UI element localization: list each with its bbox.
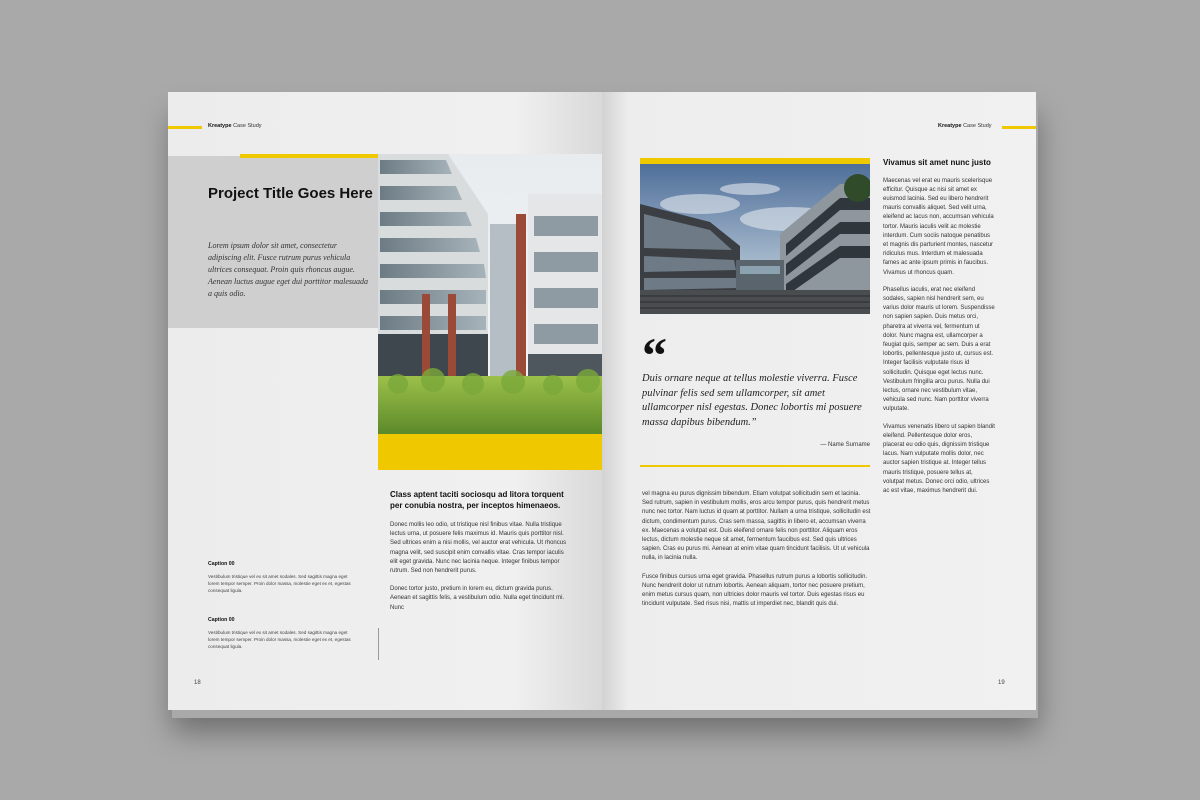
sidebar-paragraph-2: Phasellus iaculis, erat nec eleifend sodales, sapien nisl hendrerit sem, eu varius dolor mauris ut lorem. Suspendisse non sapien sapien. Duis metus orci, pharetra at viverra vel, fermentum ut dolor. Nunc magna est, ullamcorper a feugiat quis, semper ac sem. Duis a erat lobortis, pellentesque justo ut, cursus est. Integer facilisis vulputate risus id sollicitudin. Quisque eget lectus nunc. Vestibulum fringilla arcu purus. Nulla dui lectus, ornare nec vestibulum vitae, vehicula sed nunc. Nam porttitor viverra vulputate. <box>883 286 995 413</box>
quote-mark-icon: “ <box>642 327 667 383</box>
page-header-right <box>938 123 992 129</box>
caption-text-2: Vestibulum tristique vel ex sit amet sodales. Sed sagittis magna eget lorem tempor semper. Proin dolor massa, molestie eget ex et, egestas consequat ligula. <box>208 630 351 649</box>
building-photo-image <box>378 154 602 434</box>
photo-accent-block <box>378 434 602 470</box>
quote-author: — Name Surname <box>820 442 870 448</box>
left-subhead: Class aptent taciti sociosqu ad litora torquent per conubia nostra, per inceptos himenaeos. <box>390 490 564 510</box>
sidebar-subhead: Vivamus sit amet nunc justo <box>883 158 991 167</box>
page-title: Project Title Goes Here <box>208 185 373 202</box>
right-text-column <box>642 490 872 609</box>
right-body-paragraph-1: vel magna eu purus dignissim bibendum. Etiam volutpat sollicitudin sem et lacinia. Sed rutrum, sapien in vestibulum mollis, eros arcu tempor purus, quis hendrerit metus nunc nec tortor. Nam luctus id quam at porttitor. Nullam a urna tristique, sollicitudin est dictum, condimentum purus. Cras sem massa, sagittis in libero et, accumsan viverra ex. Maecenas a volutpat est. Duis eleifend ornare felis non porttitor. Aliquam eros lectus, dictum molestie neque sit amet, fermentum faucibus est. Sed quis ultrices sapien. Cras eu purus mi. Aenean at enim vitae quam tincidunt facilisis. Ut ut vehicula nulla, in lacinia nulla. <box>642 491 871 562</box>
intro-text: Lorem ipsum dolor sit amet, consectetur adipiscing elit. Fusce rutrum purus vehicula ultrices consequat. Proin quis rhoncus augue. Aenean luctus augue eget dui porttitor malesuada a quis odio. <box>208 241 368 298</box>
header-brand: Kreatype <box>208 123 232 129</box>
sidebar-paragraph-1: Maecenas vel erat eu mauris scelerisque efficitur. Quisque ac nisi sit amet ex euismod lacinia. Sed eu libero hendrerit mauris convallis aliquet. Sed velit urna, eleifend ac lacus non, accumsan vehicula tortor. Mauris iaculis velit ac molestie interdum. Cum sociis natoque penatibus et magnis dis parturient montes, nascetur ridiculus mus. Interdum et malesuada fames ac ante ipsum primis in faucibus. Vivamus ut rhoncus quam. <box>883 177 994 276</box>
page-number-right: 19 <box>998 680 1005 686</box>
caption-label-2: Caption 00 <box>208 617 235 623</box>
building-photo <box>378 154 602 434</box>
caption-label-1: Caption 00 <box>208 561 235 567</box>
right-page <box>602 92 1036 710</box>
header-label-right: Case Study <box>963 123 992 129</box>
sidebar-column <box>883 158 995 496</box>
column-rule <box>378 628 379 660</box>
left-body-paragraph-2: Donec tortor justo, pretium in lorem eu, dictum gravida purus. Aenean et sagittis felis, a vestibulum odio. Nulla eget tincidunt mi. Nunc <box>390 586 565 611</box>
page-number-left: 18 <box>194 680 201 686</box>
modern-building-photo <box>640 164 870 314</box>
header-accent-bar-right <box>1002 126 1036 129</box>
modern-building-photo-image <box>640 164 870 314</box>
title-accent-bar <box>240 154 378 158</box>
left-page <box>168 92 602 710</box>
quote-divider <box>640 465 870 467</box>
left-text-column <box>390 490 568 613</box>
header-label: Case Study <box>233 123 262 129</box>
sidebar-paragraph-3: Vivamus venenatis libero ut sapien blandit eleifend. Pellentesque dolor eros, placerat eu odio quis, dignissim tristique lacus. Nam vulputate mollis dolor, nec auctor sapien tristique at. Integer tellus mauris tristique, posuere tellus at, volutpat metus. Donec orci odio, ultrices ac est vitae, maximus hendrerit dui. <box>883 423 995 494</box>
caption-text-1: Vestibulum tristique vel ex sit amet sodales. Sed sagittis magna eget lorem tempor semper. Proin dolor massa, molestie eget ex et, egestas consequat ligula. <box>208 574 351 593</box>
header-brand-right: Kreatype <box>938 123 962 129</box>
left-body-paragraph-1: Donec mollis leo odio, ut tristique nisl finibus vitae. Nulla tristique lectus urna, ut posuere felis maximus id. Mauris quis porttitor nisl. Sed ultrices enim a nisi mollis, vel auctor erat vehicula. Ut rhoncus magna velit, sed suscipit enim convallis vitae. Cras tempor iaculis elit eget gravida. Nunc nec lacinia neque. Integer finibus tempor rutrum. Sed non hendrerit purus. <box>390 522 567 575</box>
pull-quote: Duis ornare neque at tellus molestie viverra. Fusce pulvinar felis sed sem ullamcorper, sit amet ullamcorper nisl egestas. Donec lobortis mi posuere massa dapibus bibendum.” <box>642 373 862 428</box>
page-header <box>208 123 262 129</box>
right-body-paragraph-2: Fusce finibus cursus urna eget gravida. Phasellus rutrum purus a lobortis sollicitudin. Nunc hendrerit dolor ut rutrum lobortis. Aenean aliquam, tortor nec posuere pretium, enim metus cursus quam, non ultricies dolor mauris vel tortor. Duis egestas risus eu tincidunt vulputate. Sed risus nisi, mattis ut imperdiet nec, blandit quis dui. <box>642 573 868 608</box>
header-accent-bar <box>168 126 202 129</box>
